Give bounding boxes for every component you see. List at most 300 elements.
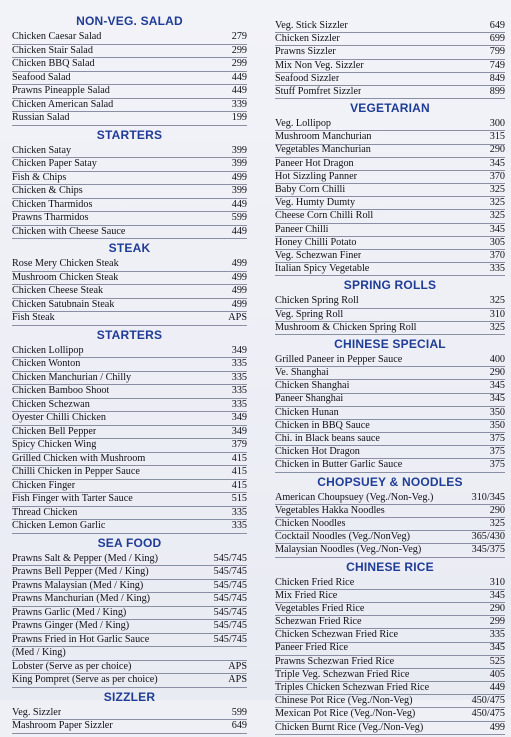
menu-item [275,60,505,73]
menu-item [275,669,505,682]
menu-item-name: Chicken Cheese Steak [12,285,104,296]
menu-column-left [12,12,247,736]
menu-item-name: Honey Chilli Potato [275,236,357,248]
menu-item [275,33,505,46]
menu-item-name: Chicken Wonton [12,358,81,369]
menu-item [12,453,247,467]
menu-item-price: 415 [231,479,247,491]
menu-item [12,58,247,72]
menu-item [12,358,247,372]
menu-item-name: (Med / King) [12,647,66,658]
menu-item-price: 375 [489,446,505,458]
menu-item [12,372,247,386]
menu-item [275,459,505,472]
menu-item [12,674,247,688]
menu-item-price: 449 [489,682,505,694]
menu-item-price: 335 [231,506,247,518]
menu-item-name: Chicken BBQ Salad [12,58,95,69]
menu-item [275,73,505,86]
menu-item-name: Hot Sizzling Panner [275,170,358,182]
menu-item [12,258,247,272]
menu-item [12,185,247,199]
menu-item [275,184,505,197]
menu-item [275,590,505,603]
menu-item [12,507,247,521]
menu-item-name: American Choupsuey (Veg./Non-Veg.) [275,491,434,503]
menu-item-name: Cocktail Noodles (Veg./NonVeg) [275,531,410,543]
menu-item-price: 545/745 [213,579,247,591]
menu-item-price: 379 [231,439,247,450]
menu-item-price: 699 [489,33,505,45]
menu-item-name: Seafood Salad [12,71,71,83]
menu-item-name: Chicken Burnt Rice (Veg./Non-Veg) [275,721,424,733]
menu-section-non-veg-salad [12,14,247,126]
menu-item-price: 525 [489,655,505,667]
menu-item [12,593,247,607]
menu-item-price: 299 [489,616,505,628]
menu-item-name: Vegetables Fried Rice [275,602,365,614]
menu-item-name: Prawns Garlic (Med / King) [12,606,127,618]
menu-section-chinese-rice [275,560,505,735]
section-title: STEAK [108,241,151,255]
menu-item-price: 370 [489,170,505,182]
menu-item-name: Chicken Fried Rice [275,576,355,588]
menu-item-price: 499 [231,258,247,269]
menu-item [275,118,505,131]
menu-item-name: Mushroom Chicken Steak [12,271,119,283]
menu-item-price: 345/375 [471,544,505,556]
menu-item [275,629,505,642]
menu-item-name: Chicken in Butter Garlic Sauce [275,459,403,471]
menu-item-name: Oyester Chilli Chicken [12,412,106,423]
menu-item-price: 649 [489,19,505,31]
menu-item-name: Mix Non Veg. Sizzler [275,59,364,71]
menu-item [12,145,247,159]
menu-item [275,616,505,629]
menu-item-price: 345 [489,642,505,654]
menu-item [275,577,505,590]
menu-item-price: 199 [231,112,247,123]
menu-item-name: Chicken Schezwan [12,398,90,410]
menu-item [275,446,505,459]
menu-item-name: Mexican Pot Rice (Veg./Non-Veg) [275,708,416,720]
menu-section-spring-rolls [275,278,505,335]
menu-item [275,394,505,407]
menu-item-price: 449 [231,225,247,237]
menu-item [275,367,505,380]
menu-item-price: 290 [489,144,505,156]
menu-item-name: Malaysian Noodles (Veg./Non-Veg) [275,544,422,556]
menu-item-price: 545/745 [213,606,247,618]
menu-item-price: 325 [489,184,505,196]
menu-item [275,197,505,210]
menu-column-right [275,20,505,737]
menu-item [275,433,505,446]
menu-item-price: 499 [231,171,247,183]
menu-item-price: 449 [231,85,247,96]
menu-item [12,345,247,359]
menu-item-name: Chicken Sizzler [275,33,340,45]
menu-item [275,518,505,531]
menu-item [275,250,505,263]
menu-item [12,172,247,186]
menu-item-name: Chicken Bamboo Shoot [12,385,110,396]
menu-item [275,420,505,433]
menu-item-name: Chicken Finger [12,479,76,491]
menu-item-price: 365/430 [471,531,505,543]
menu-item-name: Veg. Sizzler [12,706,62,718]
menu-item [12,493,247,507]
section-title: VEGETARIAN [350,101,430,116]
menu-item-name: Cheese Corn Chilli Roll [275,210,374,222]
menu-item [12,299,247,313]
menu-item-price: 599 [231,212,247,223]
menu-item-price: 499 [231,298,247,310]
menu-item-price: 325 [489,295,505,307]
menu-item-name: Stuff Pomfret Sizzler [275,85,362,97]
menu-item [12,580,247,594]
menu-item-name: Prawns Fried in Hot Garlic Sauce [12,633,150,645]
menu-item [12,385,247,399]
menu-item-name: Prawns Schezwan Fried Rice [275,655,395,667]
menu-item [12,466,247,480]
menu-item-price: 649 [231,720,247,731]
menu-item-name: Grilled Paneer in Pepper Sauce [275,353,403,365]
menu-item [12,99,247,113]
menu-section-chinese-special [275,337,505,473]
menu-item [275,158,505,171]
menu-item-name: Russian Salad [12,112,70,123]
menu-item [12,553,247,567]
section-title: NON-VEG. SALAD [76,14,183,28]
menu-item-price: 335 [231,398,247,410]
menu-item-price: 290 [489,504,505,516]
menu-item-name: Chicken Noodles [275,517,346,529]
menu-item-price: 599 [231,706,247,718]
menu-item-name: Veg. Schezwan Finer [275,249,362,261]
menu-item [12,31,247,45]
menu-item-name: Prawns Bell Pepper (Med / King) [12,566,149,577]
menu-item-name: Paneer Fried Rice [275,642,348,654]
menu-item-price: 345 [489,380,505,392]
menu-section-steak [12,241,247,326]
menu-item [275,695,505,708]
menu-item-name: Chicken Shanghai [275,380,350,392]
menu-item [12,212,247,226]
menu-item-price: 499 [231,271,247,283]
menu-item-price: 325 [489,321,505,333]
menu-item-price: 290 [489,602,505,614]
menu-item-name: Chicken Spring Roll [275,295,359,307]
menu-item [275,544,505,557]
menu-item [275,407,505,420]
menu-item-price: 335 [231,385,247,396]
menu-item-price: 399 [231,158,247,169]
menu-item-price: 399 [231,185,247,196]
menu-item-name: Chicken Paper Satay [12,158,97,169]
menu-item-name: Mashroom Paper Sizzler [12,720,113,731]
menu-section-sea-food [12,536,247,688]
menu-item-name: Prawns Ginger (Med / King) [12,620,130,631]
menu-item-price: 449 [231,71,247,83]
menu-item-name: Chicken Hot Dragon [275,446,360,458]
menu-item-name: Mushroom Manchurian [275,131,372,143]
menu-item-name: Chicken Satubnain Steak [12,298,115,310]
menu-item [12,399,247,413]
menu-item [12,661,247,675]
menu-item-name: Paneer Shanghai [275,393,344,405]
menu-item [12,85,247,99]
menu-item-price: 400 [489,353,505,365]
menu-item-name: Vegetables Hakka Noodles [275,504,385,516]
menu-item-price: 499 [231,285,247,296]
menu-section-sizzler [12,690,247,734]
menu-item-name: Lobster (Serve as per choice) [12,660,132,672]
menu-item [12,607,247,621]
menu-item-name: Chicken Caesar Salad [12,31,102,42]
section-title: STARTERS [96,127,163,142]
menu-section-vegetarian [275,101,505,276]
menu-item-name: King Pompret (Serve as per choice) [12,674,158,685]
menu-item-price: 399 [231,144,247,156]
menu-item [275,708,505,721]
menu-item-price: 290 [489,367,505,379]
menu-item-price: 450/475 [471,708,505,720]
menu-item-name: Chicken & Chips [12,185,83,196]
menu-item-price: 375 [489,433,505,445]
menu-item-price: 349 [231,425,247,437]
menu-item-price: 305 [489,236,505,248]
menu-item-price: 335 [231,358,247,369]
menu-item-price: 315 [489,131,505,143]
menu-item-price: 415 [231,466,247,477]
menu-item-price: APS [228,674,247,685]
menu-item [12,720,247,734]
menu-item [12,620,247,634]
menu-item-name: Prawns Salt & Pepper (Med / King) [12,552,159,564]
menu-item-name: Triple Veg. Schezwan Fried Rice [275,668,410,680]
menu-item-name: Rose Mery Chicken Steak [12,258,119,269]
menu-item [12,426,247,440]
menu-item-name: Triples Chicken Schezwan Fried Rice [275,682,430,694]
menu-item [275,46,505,59]
menu-item-name: Paneer Hot Dragon [275,157,354,169]
menu-item-price: 370 [489,249,505,261]
menu-item [12,45,247,59]
menu-item-price: 345 [489,589,505,601]
menu-item-name: Spicy Chicken Wing [12,439,97,450]
menu-item [12,199,247,213]
menu-item-name: Chicken Hunan [275,406,339,418]
menu-item-name: Chi. in Black beans sauce [275,433,380,445]
menu-item [12,158,247,172]
menu-item-price: 310 [489,576,505,588]
section-title: CHOPSUEY & NOODLES [317,474,463,489]
menu-item-price: 515 [231,493,247,504]
menu-item-name: Schezwan Fried Rice [275,616,362,628]
menu-item-price: 350 [489,419,505,431]
menu-item-price: 375 [489,459,505,471]
menu-item [12,566,247,580]
menu-item-price: 449 [231,198,247,210]
menu-item-price: 349 [231,412,247,423]
menu-item-name: Italian Spicy Vegetable [275,263,370,275]
menu-item-price: 799 [489,46,505,58]
menu-item-price: 325 [489,517,505,529]
menu-item [275,531,505,544]
menu-item-name: Chicken with Cheese Sauce [12,225,126,237]
section-title: SPRING ROLLS [343,278,437,293]
menu-item [275,263,505,276]
menu-item-name: Chilli Chicken in Pepper Sauce [12,466,140,477]
menu-item-name: Prawns Sizzler [275,46,336,58]
menu-item [12,634,247,648]
menu-item-name: Paneer Chilli [275,223,329,235]
menu-item [275,237,505,250]
menu-item [12,647,247,661]
menu-item-name: Grilled Chicken with Mushroom [12,452,146,464]
menu-item-name: Veg. Spring Roll [275,308,344,320]
menu-item [275,171,505,184]
menu-item-name: Chicken Stair Salad [12,44,93,56]
menu-item [275,131,505,144]
menu-item [275,722,505,735]
menu-item-price: 310 [489,308,505,320]
menu-item [275,224,505,237]
menu-item-price: 345 [489,157,505,169]
menu-item-name: Prawns Tharmidos [12,212,89,223]
menu-item-name: Chicken American Salad [12,98,114,110]
menu-item [12,272,247,286]
menu-item-name: Chicken Tharmidos [12,198,93,210]
menu-item-price: 545/745 [213,633,247,645]
menu-item-price: 450/475 [471,695,505,707]
menu-item-price: 499 [489,721,505,733]
menu-item-name: Fish Steak [12,312,55,323]
menu-item-name: Vegetables Manchurian [275,144,371,156]
menu-item [12,285,247,299]
menu-item [275,682,505,695]
menu-item-name: Veg. Humty Dumty [275,197,356,209]
menu-item-price: 545/745 [213,593,247,604]
menu-section-starters [12,128,247,240]
menu-item-price: 335 [231,371,247,383]
menu-item-name: Chicken Manchurian / Chilly [12,371,132,383]
menu-item [275,210,505,223]
menu-item-price: 545/745 [213,566,247,577]
section-title: SEA FOOD [97,535,162,550]
menu-item-price: 299 [231,58,247,69]
menu-item-price: 350 [489,406,505,418]
menu-item [12,412,247,426]
menu-item-price: 849 [489,72,505,84]
menu-item-name: Mushroom & Chicken Spring Roll [275,321,417,333]
menu-item-name: Mix Fried Rice [275,589,338,601]
menu-item-price: 299 [231,44,247,56]
menu-item-price: 279 [231,31,247,42]
menu-item [275,145,505,158]
section-title: CHINESE SPECIAL [334,336,446,351]
menu-item-name: Chicken Bell Pepper [12,425,97,437]
menu-item-price: 325 [489,197,505,209]
menu-item-price: 339 [231,98,247,110]
menu-item [12,520,247,534]
menu-item-name: Fish Finger with Tarter Sauce [12,493,133,504]
menu-item [12,312,247,326]
menu-item-price: 345 [489,393,505,405]
menu-item-name: Chicken Satay [12,144,72,156]
menu-item-name: Veg. Lollipop [275,118,332,130]
menu-item [12,72,247,86]
menu-item [275,309,505,322]
menu-item-name: Fish & Chips [12,171,67,183]
menu-item [275,322,505,335]
section-title: STARTERS [96,327,163,342]
menu-item-name: Chicken in BBQ Sauce [275,419,370,431]
menu-item-name: Prawns Manchurian (Med / King) [12,593,151,604]
menu-item [275,492,505,505]
menu-item-price: 335 [489,263,505,275]
menu-item-name: Chicken Schezwan Fried Rice [275,629,399,641]
menu-item [12,439,247,453]
menu-item [275,86,505,99]
menu-item [275,505,505,518]
section-title: CHINESE RICE [346,559,434,574]
menu-section-continued [275,20,505,99]
menu-item-price: 405 [489,668,505,680]
menu-section-starters [12,328,247,534]
menu-item-price: 325 [489,210,505,222]
menu-item [275,20,505,33]
menu-item-name: Thread Chicken [12,506,78,518]
menu-item-name: Prawns Pineapple Salad [12,85,110,96]
menu-item-price: 545/745 [213,552,247,564]
menu-item-price: 310/345 [471,491,505,503]
menu-section-chopsuey-noodles [275,475,505,558]
menu-item [12,226,247,240]
menu-item-price: 335 [231,520,247,531]
menu-item-name: Chicken Lollipop [12,344,84,356]
menu-item-price: 345 [489,223,505,235]
menu-item-price: 415 [231,452,247,464]
menu-item-price: 545/745 [213,620,247,631]
menu-item-name: Baby Corn Chilli [275,184,346,196]
menu-item-name: Veg. Stick Sizzler [275,19,348,31]
menu-item-price: APS [228,660,247,672]
menu-item [275,380,505,393]
menu-item-name: Seafood Sizzler [275,72,340,84]
menu-item-name: Chicken Lemon Garlic [12,520,106,531]
menu-item-price: 349 [231,344,247,356]
menu-item [275,354,505,367]
menu-item [275,656,505,669]
menu-item [12,480,247,494]
menu-item-name: Chinese Pot Rice (Veg./Non-Veg) [275,695,413,707]
menu-item [275,603,505,616]
section-title: SIZZLER [103,689,156,704]
menu-item-price: 749 [489,59,505,71]
menu-item-price: 335 [489,629,505,641]
menu-item [275,295,505,308]
menu-item [12,112,247,126]
menu-item-name: Prawns Malaysian (Med / King) [12,579,144,591]
menu-item [275,643,505,656]
menu-item-price: APS [228,312,247,323]
menu-item-price: 899 [489,85,505,97]
menu-item-price: 300 [489,118,505,130]
menu-item [12,707,247,721]
menu-item-name: Ve. Shanghai [275,367,329,379]
